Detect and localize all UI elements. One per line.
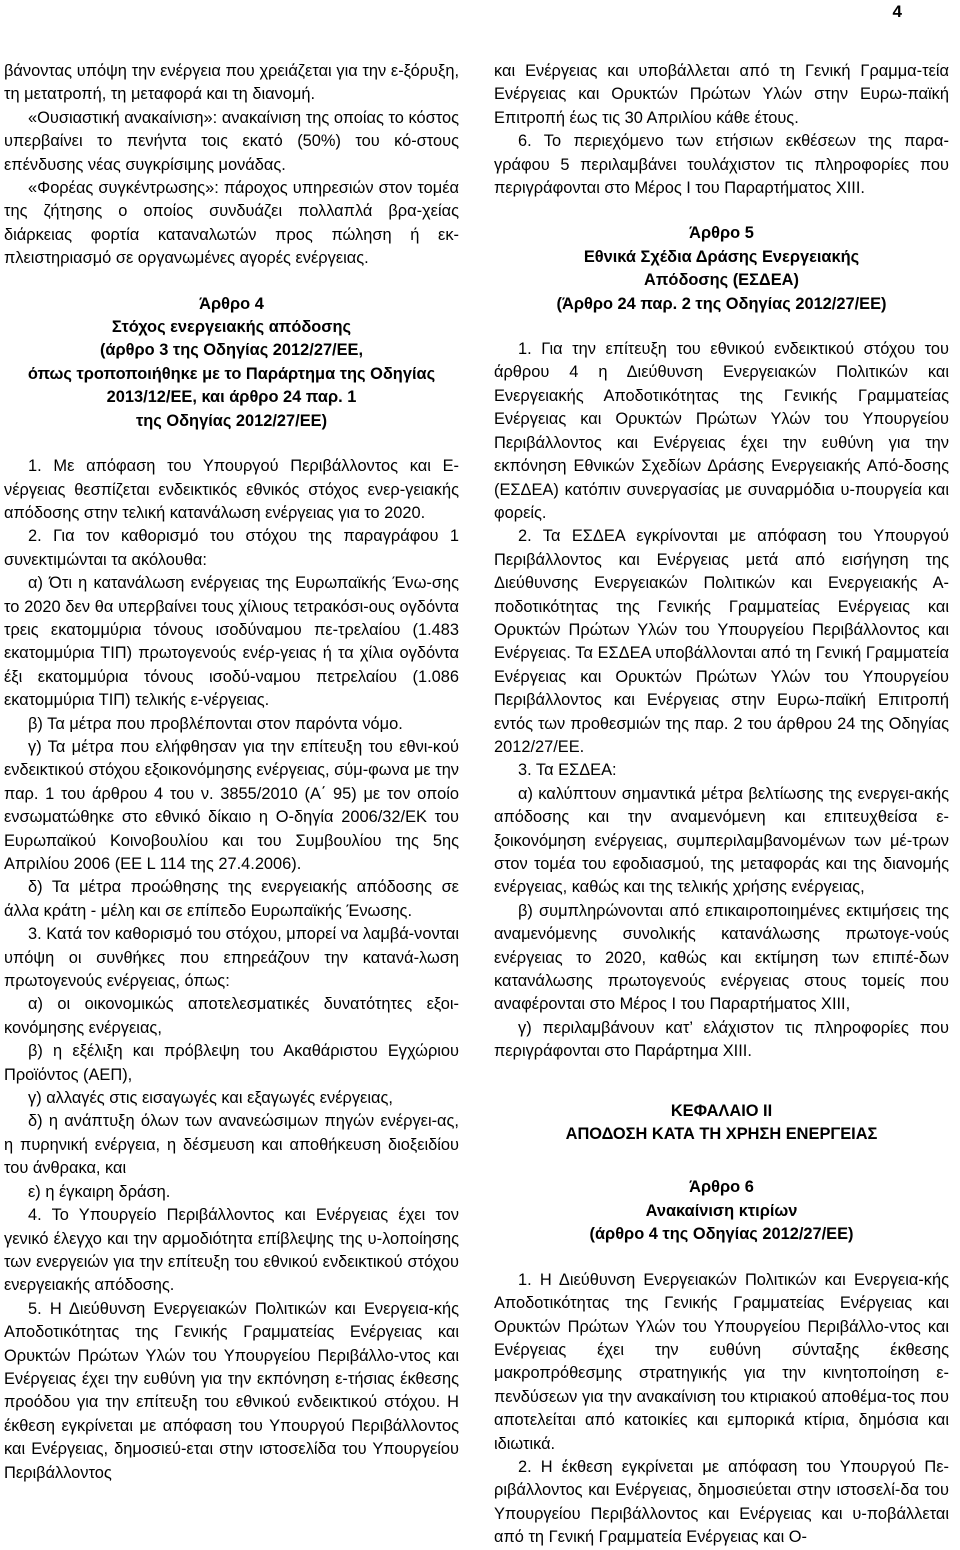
article-reference: όπως τροποποιήθηκε με το Παράρτημα της Οδηγίας xyxy=(27,364,436,383)
article-number: Άρθρο 6 xyxy=(689,1178,754,1197)
article-4-heading xyxy=(4,293,459,433)
article-title: Ανακαίνιση κτιρίων xyxy=(645,1201,798,1220)
page-number: 4 xyxy=(892,2,902,21)
paragraph: και Ενέργειας και υποβάλλεται από τη Γενική Γραμμα-τεία Ενέργειας και Ορυκτών Πρώτων Υλών στην Ευρω-παϊκή Επιτροπή έως τις 30 Απριλίου κάθε έτους. xyxy=(494,62,949,127)
paragraph: 5. Η Διεύθυνση Ενεργειακών Πολιτικών και Ενεργεια-κής Αποδοτικότητας της Γενικής Γραμματείας Ενέργειας και Ορυκτών Πρώτων Υλών του Υπουργείου Περιβάλλο-ντος και Ενέργειας έχει την ευθύνη για την εκπόνηση ε-τήσιας έκθεσης προόδου για την επίτευξη του εθνικού ενδεικτικού στόχου. Η έκθεση εγκρίνεται με απόφαση του Υπουργού Περιβάλλοντος και Ενέργειας, δημοσιεύ-εται στην ιστοσελίδα του Υπουργείου Περιβάλλοντος xyxy=(4,1299,459,1482)
right-column xyxy=(494,60,949,1550)
paragraph: γ) Τα μέτρα που ελήφθησαν για την επίτευξη του εθνι-κού ενδεικτικού στόχου εξοικονόμησης ενέργειας, σύμ-φωνα με την παρ. 1 του άρθρου 4 του ν. 3855/2010 (Α΄ 95) με τον οποίο ενσωματώθηκε στο εθνικό δίκαιο η Ο-δηγία 2006/32/ΕΚ του Ευρωπαϊκού Κοινοβουλίου και του Συμβουλίου της 5ης Απριλίου 2006 (ΕΕ L 114 της 27.4.2006). xyxy=(4,737,459,873)
paragraph: ε) η έγκαιρη δράση. xyxy=(28,1182,171,1201)
paragraph: δ) η ανάπτυξη όλων των ανανεώσιμων πηγών ενέργει-ας, η πυρηνική ενέργεια, η δέσμευση και αποθήκευση διοξειδίου του άνθρακα, και xyxy=(4,1112,459,1178)
article-5-heading xyxy=(494,222,949,316)
article-6-body xyxy=(494,1269,949,1550)
paragraph: βάνοντας υπόψη την ενέργεια που χρειάζεται για την ε-ξόρυξη, τη μετατροπή, τη μεταφορά και τη διανομή. xyxy=(4,62,459,104)
article-reference: (άρθρο 4 της Οδηγίας 2012/27/ΕΕ) xyxy=(589,1225,854,1244)
paragraph: γ) αλλαγές στις εισαγωγές και εξαγωγές ενέργειας, xyxy=(28,1089,393,1108)
paragraph: 6. Το περιεχόμενο των ετήσιων εκθέσεων της παρα-γράφου 5 περιλαμβάνει τουλάχιστον τις πληροφορίες που περιγράφονται στο Μέρος Ι του Παραρτήματος ΧΙΙΙ. xyxy=(494,132,949,198)
article-reference: (άρθρο 3 της Οδηγίας 2012/27/ΕΕ, xyxy=(99,341,364,360)
article-reference: (Άρθρο 24 παρ. 2 της Οδηγίας 2012/27/ΕΕ) xyxy=(556,294,887,313)
article-5-body xyxy=(494,338,949,1064)
paragraph: β) συμπληρώνονται από επικαιροποιημένες εκτιμήσεις της αναμενόμενης συνολικής κατανάλωσης πρωτογε-νούς ενέργειας το 2020, καθώς και εκτίμηση των επιπέ-δων κατανάλωσης πρωτογενούς ενέργειας στους τομείς που αναφέρονται στο Μέρος Ι του Παραρτήματος ΧΙΙΙ, xyxy=(494,901,949,1014)
article-number: Άρθρο 5 xyxy=(689,224,754,243)
paragraph: δ) Τα μέτρα προώθησης της ενεργειακής απόδοσης σε άλλα κράτη - μέλη και σε επίπεδο Ευρωπαϊκής Ένωσης. xyxy=(4,878,459,920)
paragraph: α) καλύπτουν σημαντικά μέτρα βελτίωσης της ενεργει-ακής απόδοσης και την αναμενόμενη και επιτευχθείσα ε-ξοικονόμηση ενέργειας, συμπεριλαμβανομένων των μέ-τρων στον τομέα του εφοδιασμού, της μεταφοράς και της διανομής ενέργειας, καθώς και της τελικής χρήσης ενέργειας, xyxy=(494,784,949,897)
paragraph: 2. Τα ΕΣΔΕΑ εγκρίνονται με απόφαση του Υπουργού Περιβάλλοντος και Ενέργειας μετά από εισήγηση της Διεύθυνσης Ενεργειακών Πολιτικών και Ενεργειακής Α-ποδοτικότητας της Γενικής Γραμματείας Ενέργειας και Ορυκτών Πρώτων Υλών του Υπουργείου Περιβάλλοντος και Ενέργειας. Τα ΕΣΔΕΑ υποβάλλονται από τη Γενική Γραμματεία Ενέργειας και Ορυκτών Πρώτων Υλών του Υπουργείου Περιβάλλοντος και Ενέργειας στην Ευρω-παϊκή Επιτροπή εντός των προθεσμιών της παρ. 2 του άρθρου 24 της Οδηγίας 2012/27/ΕΕ. xyxy=(494,527,949,756)
article-number: Άρθρο 4 xyxy=(199,294,264,313)
article-reference: 2013/12/ΕΕ, και άρθρο 24 παρ. 1 xyxy=(106,388,357,407)
chapter-title: ΑΠΟΔΟΣΗ ΚΑΤΑ ΤΗ ΧΡΗΣΗ ΕΝΕΡΓΕΙΑΣ xyxy=(565,1125,878,1144)
paragraph: 3. Κατά τον καθορισμό του στόχου, μπορεί να λαμβά-νονται υπόψη οι συνθήκες που επηρεάζουν την κατανά-λωση πρωτογενούς ενέργειας, όπως: xyxy=(4,925,459,991)
paragraph: 3. Τα ΕΣΔΕΑ: xyxy=(518,761,617,780)
paragraph: α) οι οικονομικώς αποτελεσματικές δυνατότητες εξοι-κονόμησης ενέργειας, xyxy=(4,995,459,1037)
paragraph: 1. Για την επίτευξη του εθνικού ενδεικτικού στόχου του άρθρου 4 η Διεύθυνση Ενεργειακών Πολιτικών και Ενεργειακής Αποδοτικότητας της Γενικής Γραμματείας Ενέργειας και Ορυκτών Πρώτων Υλών του Υπουργείου Περιβάλλοντος και Ενέργειας έχει την ευθύνη για την εκπόνηση Εθνικών Σχεδίων Δράσης Ενεργειακής Από-δοσης (ΕΣΔΕΑ) κατόπιν συνεργασίας με συναρμόδια υ-πουργεία και φορείς. xyxy=(494,340,949,522)
chapter-number: ΚΕΦΑΛΑΙΟ ΙΙ xyxy=(670,1101,773,1120)
paragraph: 2. Η έκθεση εγκρίνεται με απόφαση του Υπουργού Πε-ριβάλλοντος και Ενέργειας, δημοσιεύεται στην ιστοσελί-δα του Υπουργείου Περιβάλλοντος και Ενέργειας και υ-ποβάλλεται από τη Γενική Γραμματεία Ενέργειας και Ο- xyxy=(494,1457,949,1547)
paragraph: α) Ότι η κατανάλωση ενέργειας της Ευρωπαϊκής Ένω-σης το 2020 δεν θα υπερβαίνει τους χίλιους τετρακόσι-ους ογδόντα τρεις εκατομμύρια τόνους ισοδύναμου πε-τρελαίου (1.483 εκατομμύρια ΤΙΠ) πρωτογενούς ενέρ-γειας ή τα χίλια ογδόντα έξι εκατομμύρια τόνους ισοδύ-ναμου πετρελαίου (1.086 εκατομμύρια ΤΙΠ) τελικής ε-νέργειας. xyxy=(4,574,459,710)
paragraph: «Ουσιαστική ανακαίνιση»: ανακαίνιση της οποίας το κόστος υπερβαίνει το πενήντα τοις εκατό (50%) του κό-στους επένδυσης νέας συγκρίσιμης μονάδας. xyxy=(4,108,459,174)
article-title: Εθνικά Σχέδια Δράσης Ενεργειακής xyxy=(583,247,860,266)
article-4-continuation xyxy=(494,60,949,200)
paragraph: 4. Το Υπουργείο Περιβάλλοντος και Ενέργειας έχει τον γενικό έλεγχο και την αρμοδιότητα επίβλεψης της υ-λοποίησης των ενεργειών για την επίτευξη του εθνικού ενδεικτικού στόχου ενεργειακής απόδοσης. xyxy=(4,1206,459,1295)
article-6-heading xyxy=(494,1176,949,1246)
article-4-body xyxy=(4,455,459,1485)
article-title: Απόδοσης (ΕΣΔΕΑ) xyxy=(644,271,799,290)
paragraph: 2. Για τον καθορισμό του στόχου της παραγράφου 1 συνεκτιμώνται τα ακόλουθα: xyxy=(4,527,459,569)
left-column xyxy=(4,60,459,1485)
paragraph: 1. Με απόφαση του Υπουργού Περιβάλλοντος και Ε-νέργειας θεσπίζεται ενδεικτικός εθνικός στόχος ενερ-γειακής απόδοσης στην τελική κατανάλωση ενέργειας για το 2020. xyxy=(4,457,459,522)
chapter-2-heading xyxy=(494,1100,949,1147)
paragraph: γ) περιλαμβάνουν κατ’ ελάχιστον τις πληροφορίες που περιγράφονται στο Παράρτημα ΧΙΙΙ. xyxy=(494,1018,949,1061)
paragraph: β) Τα μέτρα που προβλέπονται στον παρόντα νόμο. xyxy=(28,714,403,733)
article-reference: της Οδηγίας 2012/27/ΕΕ) xyxy=(135,411,328,430)
definitions-continuation xyxy=(4,60,459,271)
paragraph: «Φορέας συγκέντρωσης»: πάροχος υπηρεσιών στον τομέα της ζήτησης ο οποίος συνδυάζει πολλαπλά βρα-χείας διάρκειας φορτία καταναλωτών προς πώληση ή εκ-πλειστηριασμό σε οργανωμένες αγορές ενέργειας. xyxy=(4,179,459,268)
paragraph: β) η εξέλιξη και πρόβλεψη του Ακαθάριστου Εγχώριου Προϊόντος (ΑΕΠ), xyxy=(4,1042,459,1084)
paragraph: 1. Η Διεύθυνση Ενεργειακών Πολιτικών και Ενεργεια-κής Αποδοτικότητας της Γενικής Γραμματείας Ενέργειας και Ορυκτών Πρώτων Υλών του Υπουργείου Περιβάλλο-ντος και Ενέργειας έχει την ευθύνη σύνταξης έκθεσης μακροπρόθεσμης στρατηγικής για την κινητοποίηση ε-πενδύσεων για την ανακαίνιση του κτιριακού αποθέμα-τος που αποτελείται από κατοικίες και εμπορικά κτίρια, δημόσια και ιδιωτικά. xyxy=(494,1270,949,1453)
article-title: Στόχος ενεργειακής απόδοσης xyxy=(111,318,352,337)
